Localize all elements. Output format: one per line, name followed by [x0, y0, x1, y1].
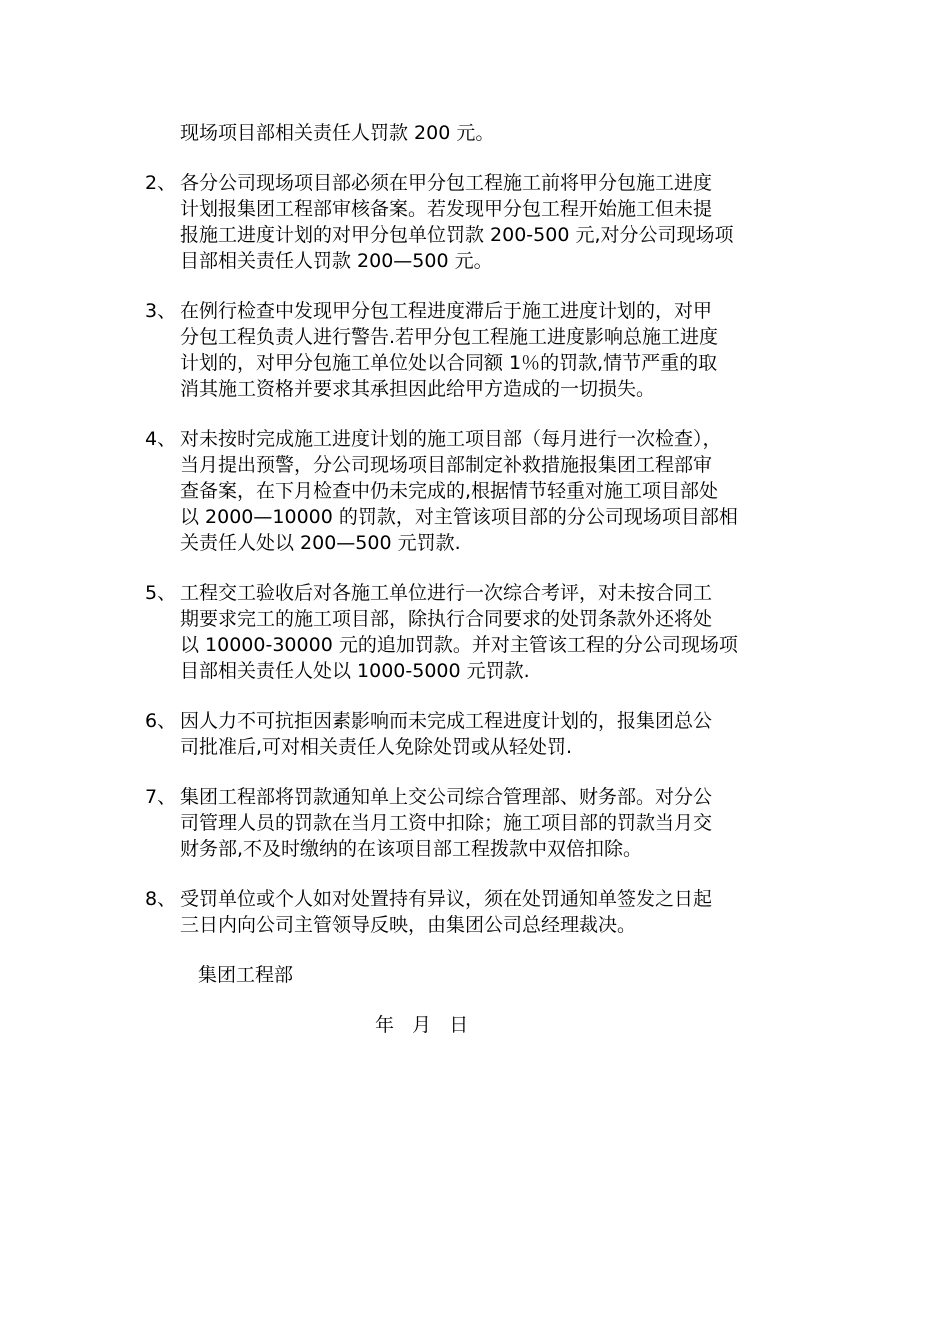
signature-department: 集团工程部	[198, 964, 294, 986]
list-item-number: 5、	[145, 582, 177, 604]
list-item	[145, 708, 835, 760]
list-item-text: 集团工程部将罚款通知单上交公司综合管理部、财务部。对分公 司管理人员的罚款在当月工资中扣除；施工项目部的罚款当月交 财务部,不及时缴纳的在该项目部工程拨款中双倍扣除。	[180, 786, 713, 860]
date-line: 年 月 日	[375, 1014, 469, 1036]
list-item-number: 4、	[145, 428, 177, 450]
continuation-text: 现场项目部相关责任人罚款 200 元。	[180, 122, 495, 144]
list-item-number: 3、	[145, 300, 177, 322]
list-item-text: 对未按时完成施工进度计划的施工项目部（每月进行一次检查）， 当月提出预警，分公司现场项目部制定补救措施报集团工程部审 查备案，在下月检查中仍未完成的,根据情节轻重对施工项目部处 以 2000—10000 的罚款，对主管该项目部的分公司现场项目部相 关责任人处以 200—500 元罚款.	[180, 428, 738, 554]
list-item-text: 工程交工验收后对各施工单位进行一次综合考评，对未按合同工 期要求完工的施工项目部，除执行合同要求的处罚条款外还将处 以 10000-30000 元的追加罚款。并对主管该工程的分公司现场项 目部相关责任人处以 1000-5000 元罚款.	[180, 582, 738, 682]
list-item-number: 7、	[145, 786, 177, 808]
list-item-text: 各分公司现场项目部必须在甲分包工程施工前将甲分包施工进度 计划报集团工程部审核备案。若发现甲分包工程开始施工但未提 报施工进度计划的对甲分包单位罚款 200-500 元,对分公司现场项 目部相关责任人罚款 200—500 元。	[180, 172, 734, 272]
list-item	[145, 298, 835, 402]
list-item	[145, 784, 835, 862]
list-item	[145, 426, 835, 556]
list-item-text: 在例行检查中发现甲分包工程进度滞后于施工进度计划的，对甲 分包工程负责人进行警告.若甲分包工程施工进度影响总施工进度 计划的，对甲分包施工单位处以合同额 1％的罚款,情节严重的取 消其施工资格并要求其承担因此给甲方造成的一切损失。	[180, 300, 719, 400]
list-item-number: 8、	[145, 888, 177, 910]
list-item-number: 6、	[145, 710, 177, 732]
list-item-number: 2、	[145, 172, 177, 194]
list-item	[145, 580, 835, 684]
document-body	[145, 120, 835, 1038]
list-item	[145, 886, 835, 938]
list-item-text: 受罚单位或个人如对处置持有异议，须在处罚通知单签发之日起 三日内向公司主管领导反映，由集团公司总经理裁决。	[180, 888, 713, 936]
list-item	[145, 170, 835, 274]
list-item-text: 因人力不可抗拒因素影响而未完成工程进度计划的，报集团总公 司批准后,可对相关责任人免除处罚或从轻处罚.	[180, 710, 713, 758]
